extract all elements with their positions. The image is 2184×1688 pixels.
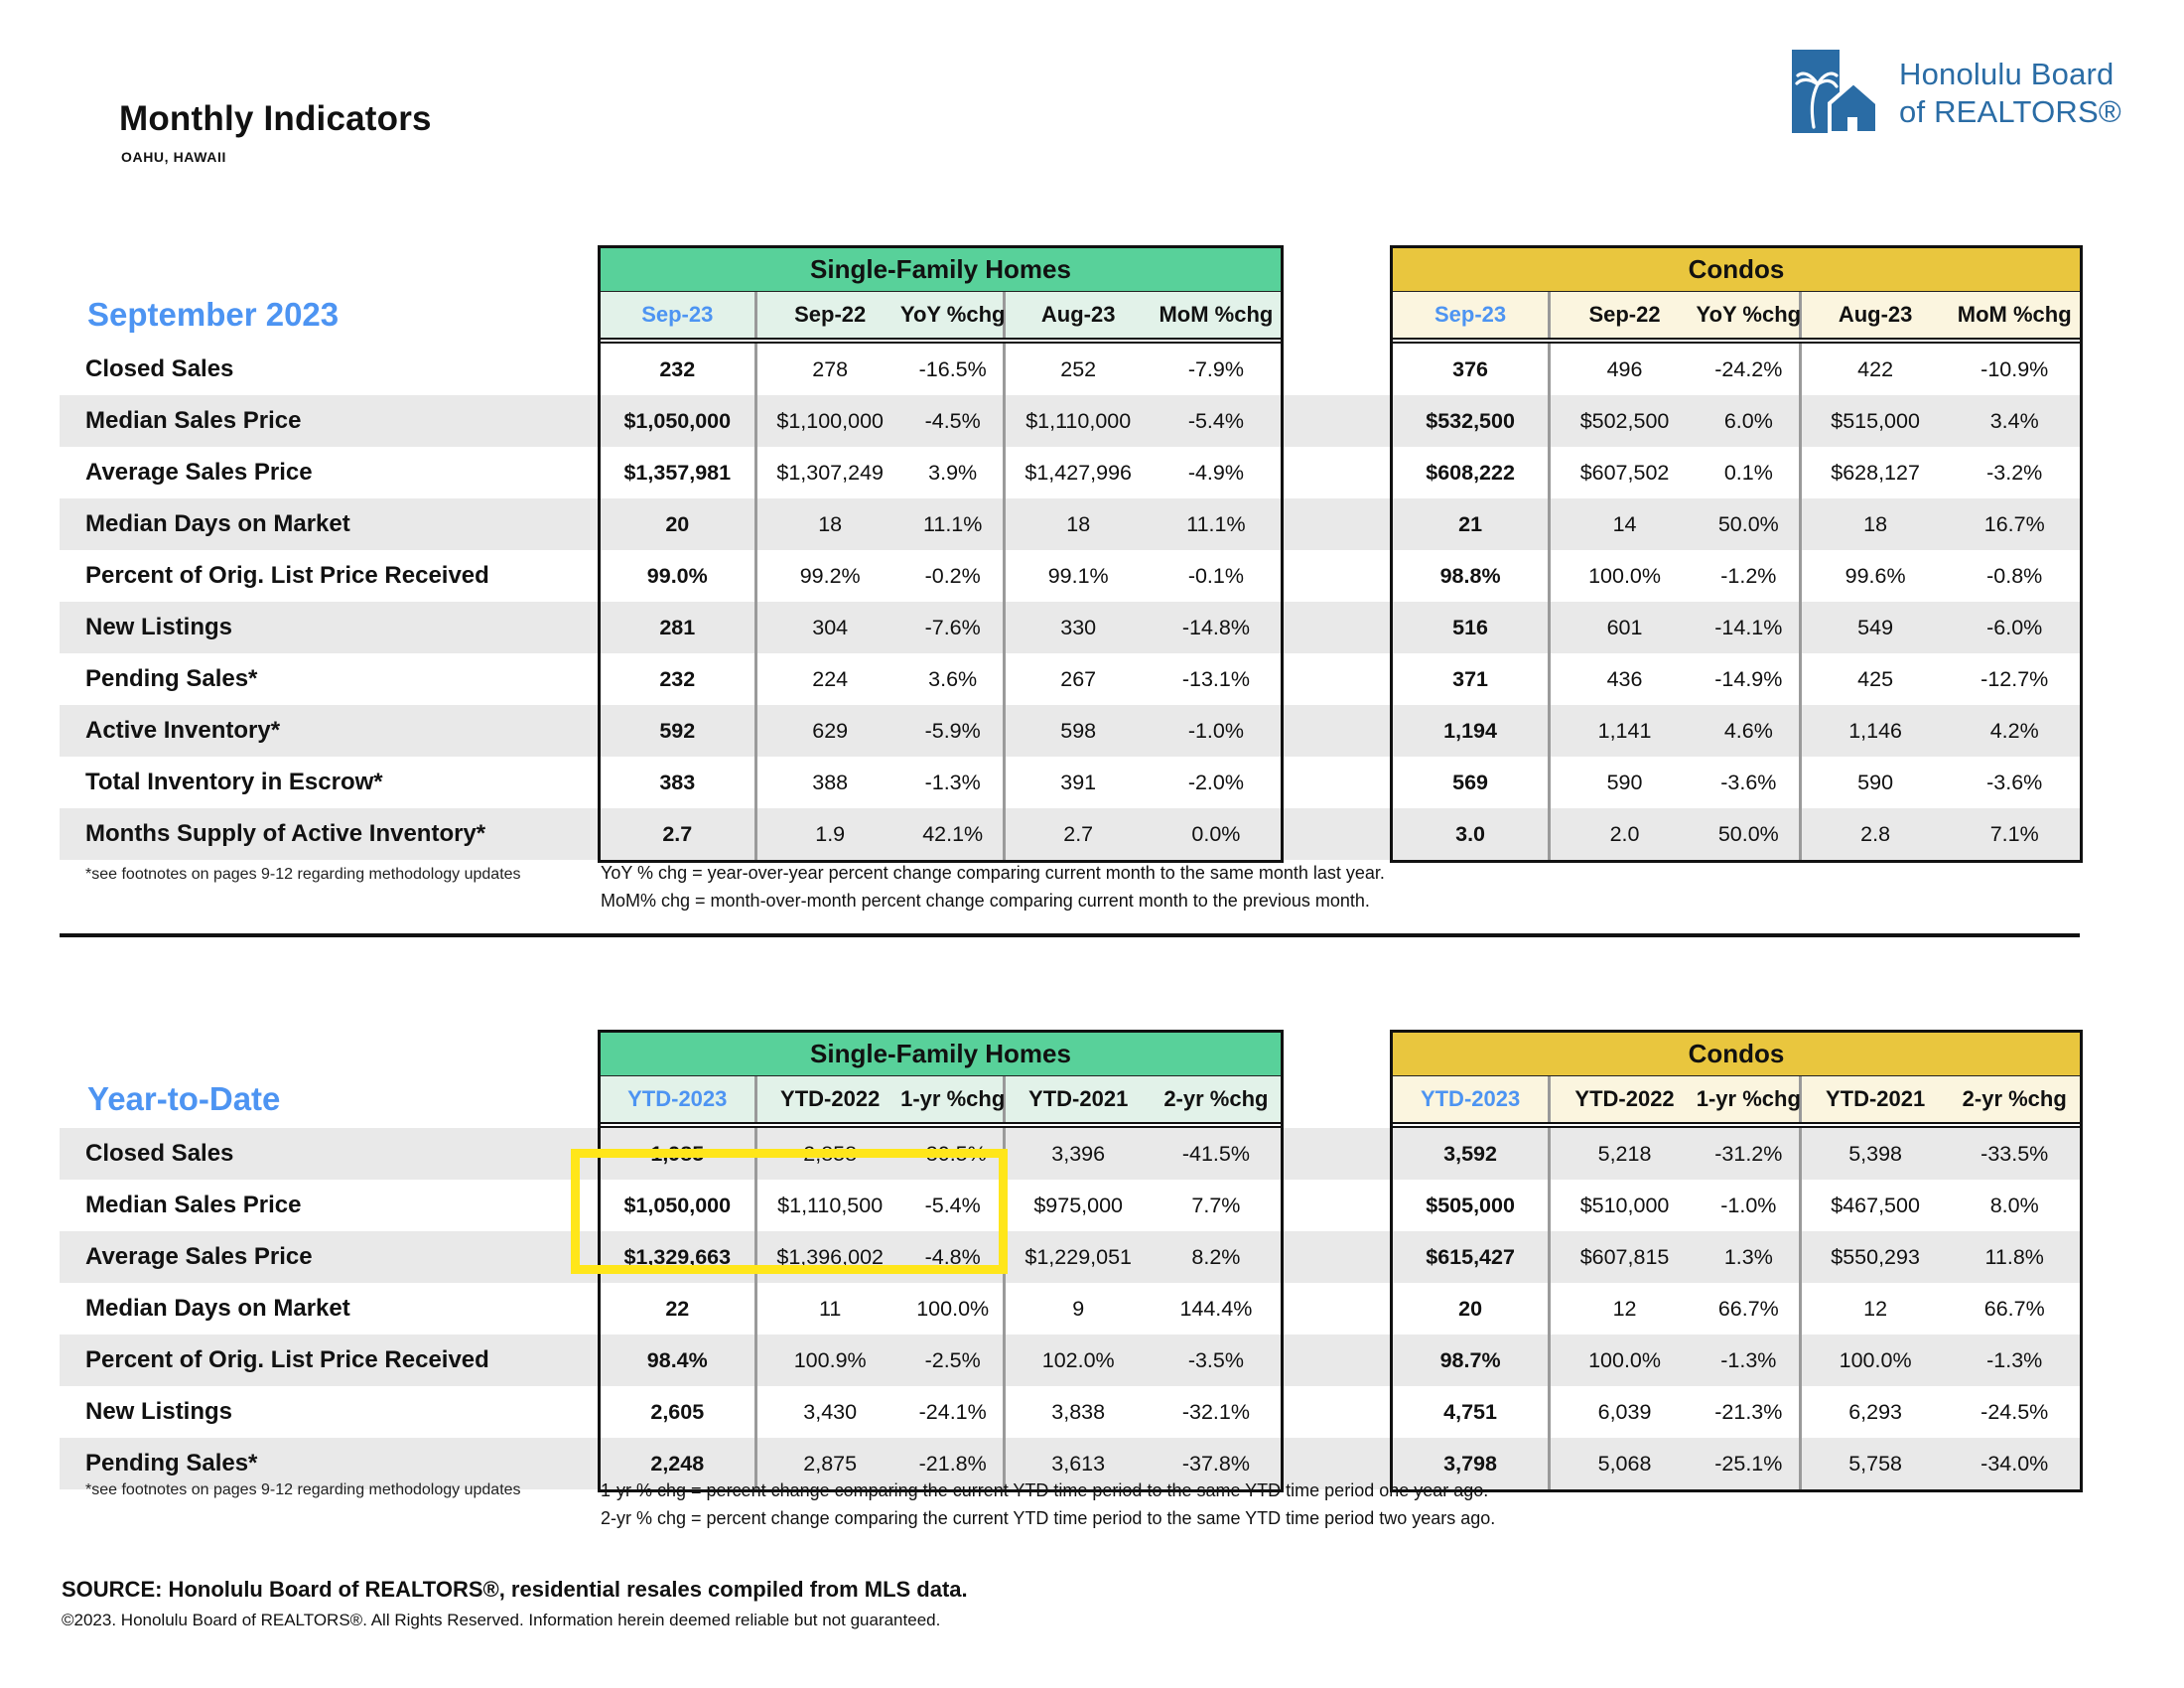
column-header: YTD-2023 [601,1076,757,1122]
table-cell: 6,039 [1597,1399,1652,1424]
table-cell: $1,357,981 [601,447,757,498]
table-cell: -24.2% [1699,344,1802,395]
table-cell: 2,858 [803,1141,858,1166]
sfh-table-title: Single-Family Homes [601,248,1281,292]
table-row [601,1231,1281,1283]
table-cell: $608,222 [1393,447,1551,498]
table-cell: 8.2% [1191,1244,1241,1269]
table-cell: $1,329,663 [601,1231,757,1283]
table-cell: 9 [1072,1296,1085,1321]
table-cell: 2.7 [1063,821,1094,846]
table-cell: -13.1% [1181,666,1250,691]
table-cell: $1,229,051 [1024,1244,1132,1269]
table-cell: -0.8% [1986,563,2043,588]
row-label: Average Sales Price [85,459,313,486]
row-label: Median Days on Market [85,1295,350,1322]
table-cell: $1,100,000 [776,408,884,433]
table-cell: 20 [601,498,757,550]
column-header: 2-yr %chg [1962,1086,2067,1111]
table-cell: 8.0% [1989,1193,2039,1217]
condos-table-body [1393,342,2080,860]
table-cell: 22 [601,1283,757,1335]
table-row [1393,395,2080,447]
table-cell: 2.0 [1609,821,1640,846]
table-cell: -7.6% [903,602,1006,653]
table-cell: 0.1% [1699,447,1802,498]
table-row [601,395,1281,447]
table-cell: 267 [1060,666,1097,691]
table-cell: 100.0% [903,1283,1006,1335]
table-cell: 3,430 [803,1399,858,1424]
column-header: YTD-2021 [1825,1086,1926,1111]
table-cell: 12 [1863,1296,1888,1321]
table-cell: 66.7% [1983,1296,2045,1321]
table-cell: 601 [1606,615,1643,639]
section-heading-ytd: Year-to-Date [87,1080,281,1117]
table-cell: -1.0% [1187,718,1244,743]
table-cell: $510,000 [1579,1193,1670,1217]
table-cell: -2.0% [1187,770,1244,794]
table-cell: 1,141 [1597,718,1652,743]
source-text: SOURCE: Honolulu Board of REALTORS®, residential resales compiled from MLS data. [62,1577,968,1602]
table-cell: -30.5% [903,1128,1006,1180]
table-cell: 330 [1060,615,1097,639]
sfh-column-header-row [601,1076,1281,1124]
sfh-table [598,1030,1284,1492]
table-cell: -3.5% [1187,1347,1244,1372]
table-cell: -14.8% [1181,615,1250,639]
table-cell: -31.2% [1699,1128,1802,1180]
table-cell: 11.1% [1186,511,1246,536]
condos-table [1390,245,2083,863]
table-cell: 391 [1060,770,1097,794]
table-cell: -41.5% [1181,1141,1250,1166]
table-cell: 2,248 [601,1438,757,1489]
column-header: Aug-23 [1838,302,1913,327]
table-cell: 2.8 [1860,821,1891,846]
table-cell: 3,838 [1051,1399,1106,1424]
table-cell: 4,751 [1393,1386,1551,1438]
table-cell: 11.1% [903,498,1006,550]
table-cell: 549 [1857,615,1894,639]
table-cell: $628,127 [1831,460,1920,485]
row-label: New Listings [85,614,233,640]
column-header: Sep-23 [1393,292,1551,338]
table-cell: 16.7% [1983,511,2045,536]
table-cell: $1,427,996 [1024,460,1132,485]
condos-column-header-row [1393,292,2080,340]
table-cell: $1,110,000 [1025,408,1132,433]
table-cell: -4.9% [1187,460,1244,485]
table-cell: 590 [1606,770,1643,794]
table-cell: 4.2% [1989,718,2039,743]
footnote-definitions [601,1477,1495,1533]
table-row [601,498,1281,550]
footnote: YoY % chg = year-over-year percent change comparing current month to the same month last year. [601,863,1385,883]
column-header: Sep-23 [601,292,757,338]
table-row [601,550,1281,602]
table-row [601,1386,1281,1438]
table-cell: 20 [1393,1283,1551,1335]
table-cell: -1.3% [1699,1335,1802,1386]
table-cell: 66.7% [1699,1283,1802,1335]
sfh-table [598,245,1284,863]
table-cell: -37.8% [1181,1451,1250,1476]
table-cell: 422 [1857,356,1894,381]
table-cell: 6.0% [1699,395,1802,447]
table-row [1393,1335,2080,1386]
sfh-table-title: Single-Family Homes [601,1033,1281,1076]
table-cell: 3.4% [1989,408,2039,433]
table-cell: 496 [1606,356,1643,381]
table-cell: 4.6% [1699,705,1802,757]
table-row [1393,705,2080,757]
separator-line [60,933,2080,937]
table-row [601,1180,1281,1231]
ytd-section [60,1033,2080,1589]
table-cell: -2.5% [903,1335,1006,1386]
table-row [1393,1386,2080,1438]
table-cell: 371 [1393,653,1551,705]
table-cell: 252 [1060,356,1097,381]
page-title: Monthly Indicators [119,99,432,138]
table-cell: 3.6% [903,653,1006,705]
table-cell: 12 [1612,1296,1637,1321]
table-row [1393,498,2080,550]
table-cell: 1,985 [601,1128,757,1180]
table-cell: 100.0% [1588,1347,1661,1372]
table-row [1393,1283,2080,1335]
table-cell: $607,502 [1579,460,1670,485]
table-cell: 3.0 [1393,808,1551,860]
table-cell: 0.0% [1191,821,1241,846]
table-cell: 2,875 [803,1451,858,1476]
table-row [1393,1438,2080,1489]
table-cell: 5,068 [1597,1451,1652,1476]
row-label: Total Inventory in Escrow* [85,769,383,795]
table-cell: 98.8% [1393,550,1551,602]
row-label: Pending Sales* [85,1450,258,1477]
table-cell: -34.0% [1980,1451,2049,1476]
table-cell: -21.3% [1699,1386,1802,1438]
table-cell: $467,500 [1831,1193,1920,1217]
table-cell: 100.0% [1839,1347,1912,1372]
table-cell: $532,500 [1393,395,1551,447]
table-cell: 50.0% [1699,498,1802,550]
table-cell: 99.2% [799,563,861,588]
table-cell: 1.3% [1699,1231,1802,1283]
table-cell: 18 [1863,511,1888,536]
table-cell: $1,396,002 [776,1244,884,1269]
sfh-column-header-row [601,292,1281,340]
table-cell: 425 [1857,666,1894,691]
column-header: YoY %chg [903,292,1006,338]
monthly-section [60,248,2080,943]
table-cell: -3.2% [1986,460,2043,485]
row-label: Percent of Orig. List Price Received [85,562,489,589]
table-cell: -5.4% [903,1180,1006,1231]
table-cell: 5,398 [1848,1141,1902,1166]
table-cell: 516 [1393,602,1551,653]
logo-line1: Honolulu Board [1899,57,2115,92]
table-row [1393,1231,2080,1283]
table-cell: 232 [601,344,757,395]
row-label: Median Sales Price [85,407,302,434]
column-header: YoY %chg [1699,292,1802,338]
table-cell: 99.1% [1047,563,1109,588]
brand-logo [1792,50,2121,137]
table-cell: 3,613 [1051,1451,1106,1476]
table-cell: 21 [1393,498,1551,550]
table-cell: 50.0% [1699,808,1802,860]
table-row [1393,1180,2080,1231]
row-label: Percent of Orig. List Price Received [85,1346,489,1373]
column-header: YTD-2023 [1393,1076,1551,1122]
column-header: MoM %chg [1957,302,2072,327]
table-cell: 7.1% [1989,821,2039,846]
table-cell: 281 [601,602,757,653]
table-cell: 11 [819,1296,842,1321]
table-cell: 3.9% [903,447,1006,498]
table-cell: -32.1% [1181,1399,1250,1424]
table-cell: $615,427 [1393,1231,1551,1283]
column-header: 2-yr %chg [1163,1086,1269,1111]
section-heading-monthly: September 2023 [87,296,340,333]
table-cell: -33.5% [1980,1141,2049,1166]
table-cell: 3,592 [1393,1128,1551,1180]
table-row [601,447,1281,498]
condos-table-title: Condos [1393,248,2080,292]
table-cell: -4.8% [903,1231,1006,1283]
condos-table-body [1393,1126,2080,1489]
table-row [601,705,1281,757]
row-label: Median Days on Market [85,510,350,537]
footnote: *see footnotes on pages 9-12 regarding methodology updates [85,1481,521,1498]
table-row [1393,344,2080,395]
footnote-definitions [601,860,1385,915]
table-cell: -16.5% [903,344,1006,395]
table-cell: -10.9% [1980,356,2049,381]
table-cell: 18 [818,511,843,536]
palm-tree-house-icon [1792,50,1883,137]
row-label: Closed Sales [85,355,234,382]
table-cell: -1.3% [903,757,1006,808]
page-subtitle: OAHU, HAWAII [121,149,226,165]
table-cell: -4.5% [903,395,1006,447]
table-cell: 98.7% [1393,1335,1551,1386]
table-cell: -3.6% [1986,770,2043,794]
footnote: MoM% chg = month-over-month percent change comparing current month to the previous month. [601,890,1370,911]
table-cell: $1,050,000 [601,395,757,447]
table-cell: 14 [1612,511,1637,536]
table-cell: $1,050,000 [601,1180,757,1231]
logo-line2: of REALTORS® [1899,94,2121,129]
table-row [1393,808,2080,860]
table-cell: -24.1% [903,1386,1006,1438]
table-cell: -5.9% [903,705,1006,757]
table-cell: -5.4% [1187,408,1244,433]
table-row [601,1128,1281,1180]
table-cell: 2,605 [601,1386,757,1438]
column-header: 1-yr %chg [903,1076,1006,1122]
table-cell: 1.9 [815,821,846,846]
table-cell: 100.0% [1588,563,1661,588]
table-cell: 629 [812,718,849,743]
table-cell: -0.1% [1187,563,1244,588]
table-row [601,653,1281,705]
column-header: YTD-2022 [1574,1086,1675,1111]
table-cell: 100.9% [793,1347,867,1372]
table-cell: 598 [1060,718,1097,743]
table-cell: -1.2% [1699,550,1802,602]
sfh-table-body [601,342,1281,860]
table-cell: -12.7% [1980,666,2049,691]
row-label: Active Inventory* [85,717,281,744]
table-row [1393,757,2080,808]
footnote: 2-yr % chg = percent change comparing the current YTD time period to the same YTD time period two years ago. [601,1507,1496,1528]
table-cell: 590 [1857,770,1894,794]
table-cell: -21.8% [903,1438,1006,1489]
column-header: YTD-2021 [1028,1086,1129,1111]
footnote: *see footnotes on pages 9-12 regarding methodology updates [85,866,521,883]
table-cell: 304 [812,615,849,639]
table-cell: $502,500 [1579,408,1670,433]
table-cell: 3,798 [1393,1438,1551,1489]
row-label: Closed Sales [85,1140,234,1167]
table-cell: $975,000 [1033,1193,1124,1217]
table-cell: -3.6% [1699,757,1802,808]
table-row [601,808,1281,860]
column-header: YTD-2022 [780,1086,881,1111]
table-cell: 569 [1393,757,1551,808]
table-row [1393,602,2080,653]
table-cell: 5,218 [1597,1141,1652,1166]
table-cell: 11.8% [1984,1244,2044,1269]
table-row [601,344,1281,395]
table-cell: 2.7 [601,808,757,860]
table-cell: 102.0% [1041,1347,1115,1372]
condos-table [1390,1030,2083,1492]
table-cell: 144.4% [1179,1296,1253,1321]
table-cell: 18 [1066,511,1091,536]
table-cell: 224 [812,666,849,691]
condos-column-header-row [1393,1076,2080,1124]
table-cell: -24.5% [1980,1399,2049,1424]
table-cell: 376 [1393,344,1551,395]
column-header: Sep-22 [1588,302,1661,327]
table-row [601,602,1281,653]
table-row [601,1335,1281,1386]
table-cell: -25.1% [1699,1438,1802,1489]
table-cell: -7.9% [1187,356,1244,381]
table-cell: 98.4% [601,1335,757,1386]
table-cell: $505,000 [1393,1180,1551,1231]
row-label: Months Supply of Active Inventory* [85,820,486,847]
table-cell: -14.9% [1699,653,1802,705]
table-cell: 6,293 [1848,1399,1902,1424]
column-header: Sep-22 [794,302,867,327]
table-cell: 3,396 [1051,1141,1106,1166]
column-header: Aug-23 [1040,302,1116,327]
table-cell: 5,758 [1848,1451,1902,1476]
table-cell: 99.6% [1844,563,1906,588]
table-cell: -6.0% [1986,615,2043,639]
condos-table-title: Condos [1393,1033,2080,1076]
table-cell: 383 [601,757,757,808]
table-cell: 436 [1606,666,1643,691]
column-header: 1-yr %chg [1699,1076,1802,1122]
table-cell: $515,000 [1831,408,1920,433]
table-cell: 592 [601,705,757,757]
row-label: Average Sales Price [85,1243,313,1270]
table-row [1393,653,2080,705]
row-label: New Listings [85,1398,233,1425]
row-label: Pending Sales* [85,665,258,692]
table-cell: $550,293 [1831,1244,1920,1269]
table-row [601,757,1281,808]
table-cell: -1.0% [1699,1180,1802,1231]
table-cell: $607,815 [1579,1244,1670,1269]
copyright-text: ©2023. Honolulu Board of REALTORS®. All Rights Reserved. Information herein deemed reliable but not guaranteed. [62,1611,941,1629]
row-label: Median Sales Price [85,1192,302,1218]
table-cell: 99.0% [601,550,757,602]
table-cell: $1,110,500 [777,1193,884,1217]
table-cell: -0.2% [903,550,1006,602]
table-cell: -1.3% [1986,1347,2043,1372]
table-row [601,1283,1281,1335]
table-row [1393,550,2080,602]
table-cell: 278 [812,356,849,381]
table-cell: 232 [601,653,757,705]
sfh-table-body [601,1126,1281,1489]
table-row [1393,447,2080,498]
table-cell: $1,307,249 [776,460,884,485]
table-row [1393,1128,2080,1180]
column-header: MoM %chg [1159,302,1274,327]
table-cell: 388 [812,770,849,794]
table-cell: -14.1% [1699,602,1802,653]
table-cell: 1,146 [1848,718,1902,743]
footnote: 1-yr % chg = percent change comparing the current YTD time period to the same YTD time period one year ago. [601,1480,1489,1500]
table-cell: 42.1% [903,808,1006,860]
table-cell: 7.7% [1191,1193,1241,1217]
table-cell: 1,194 [1393,705,1551,757]
